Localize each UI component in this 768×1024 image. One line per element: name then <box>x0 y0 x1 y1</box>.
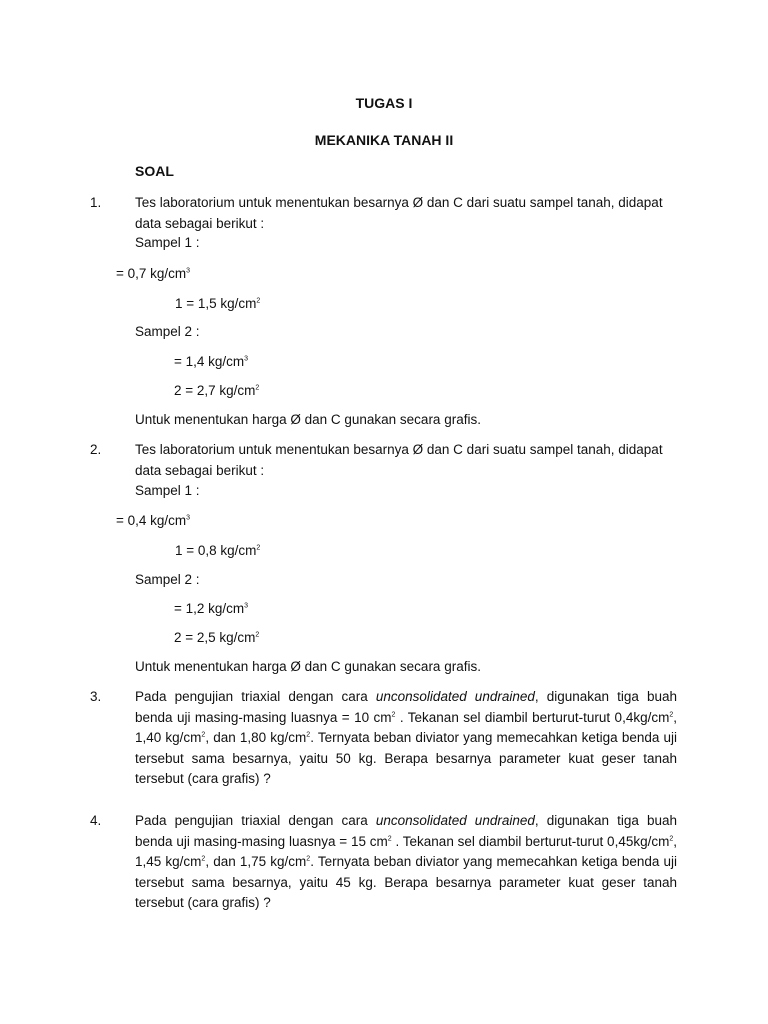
sample-2-label: Sampel 2 : <box>135 572 200 587</box>
problem-text: Pada pengujian triaxial dengan cara unconsolidated undrained, digunakan tiga buah benda uji masing-masing luasnya = 10 $cm^2$ . Tekanan sel diambil berturut-turut $0,4kg/cm^2$, 1,40 $kg/cm^2$, dan 1,80 $kg/cm^2$. Ternyata beban diviator yang memecahkan ketiga benda uji tersebut sama besarnya, yaitu 50 kg. Berapa besarnya parameter kuat geser tanah tersebut (cara grafis) ? <box>135 689 678 786</box>
sample-2-label: Sampel 2 : <box>135 324 200 339</box>
problem-intro: Tes laboratorium untuk menentukan besarnya Ø dan C dari suatu sampel tanah, didapat data sebagai berikut : <box>135 195 663 231</box>
document-title: TUGAS I <box>355 95 413 111</box>
sample-1-value-1: = 0,4 $kg/cm^3$ <box>116 513 191 528</box>
sample-2-value-1: = 1,2 $kg/cm^3$ <box>174 601 249 616</box>
problem-number: 1. <box>90 195 102 210</box>
problem-text: Pada pengujian triaxial dengan cara unconsolidated undrained, digunakan tiga buah benda uji masing-masing luasnya = 15 $cm^2$ . Tekanan sel diambil berturut-turut $0,45kg/cm^2$, 1,45 $kg/cm^2$, dan 1,75 $kg/cm^2$. Ternyata beban diviator yang memecahkan ketiga benda uji tersebut sama besarnya, yaitu 45 kg. Berapa besarnya parameter kuat geser tanah tersebut (cara grafis) ? <box>135 813 678 910</box>
sample-2-value-1: = 1,4 $kg/cm^3$ <box>174 354 249 369</box>
sample-1-value-2: 1 = 1,5 $kg/cm^2$ <box>175 296 261 311</box>
sample-2-value-2: 2 = 2,7 $kg/cm^2$ <box>174 383 260 398</box>
sample-1-label: Sampel 1 : <box>135 483 200 498</box>
sample-2-value-2: 2 = 2,5 $kg/cm^2$ <box>174 630 260 645</box>
problem-number: 3. <box>90 689 102 704</box>
sample-1-label: Sampel 1 : <box>135 235 200 250</box>
problem-number: 4. <box>90 813 102 828</box>
sample-1-value-1: = 0,7 $kg/cm^3$ <box>116 266 191 281</box>
problem-intro: Tes laboratorium untuk menentukan besarnya Ø dan C dari suatu sampel tanah, didapat data sebagai berikut : <box>135 442 663 478</box>
sample-1-value-2: 1 = 0,8 $kg/cm^2$ <box>175 543 261 558</box>
section-heading: SOAL <box>135 163 174 179</box>
problem-number: 2. <box>90 442 102 457</box>
document-subtitle: MEKANIKA TANAH II <box>314 132 454 148</box>
problem-closing: Untuk menentukan harga Ø dan C gunakan secara grafis. <box>135 412 481 427</box>
problem-closing: Untuk menentukan harga Ø dan C gunakan secara grafis. <box>135 659 481 674</box>
